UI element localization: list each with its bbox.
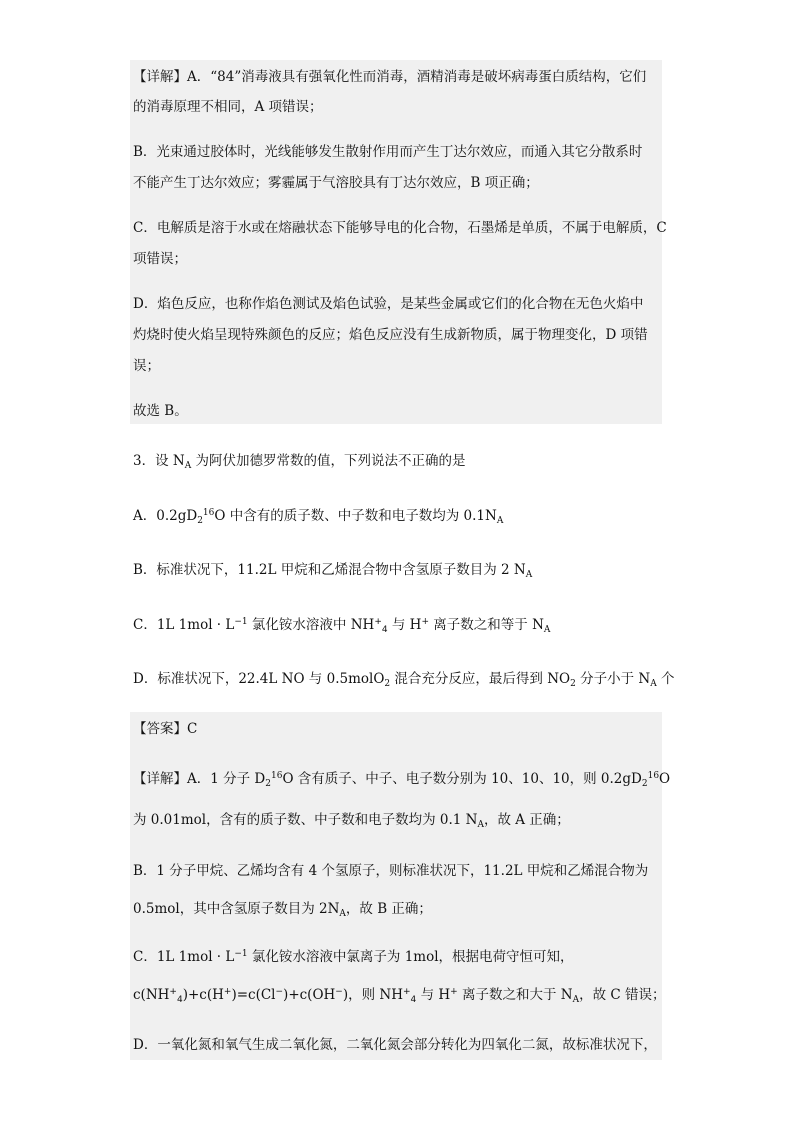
explanation1-line4: 不能产生丁达尔效应；雾霾属于气溶胶具有丁达尔效应，B 项正确； bbox=[133, 175, 539, 191]
question3-stem: 3．设 $N_A$ 为阿伏加德罗常数的值，下列说法不正确的是 bbox=[133, 453, 466, 471]
explanation1-line8: 灼烧时使火焰呈现特殊颜色的反应；焰色反应没有生成新物质，属于物理变化，D 项错 bbox=[133, 327, 648, 343]
question3-option-b: B．标准状况下，11.2L 甲烷和乙烯混合物中含氢原子数目为 2 $N_A$ bbox=[133, 562, 533, 580]
explanation2-line1: 【详解】A．1 分子 $D_2^{16}O$ 含有质子、中子、电子数分别为 10、10、10，则 $0.2gD_2^{16}O$ bbox=[133, 771, 671, 789]
explanation1-line2: 的消毒原理不相同，A 项错误； bbox=[133, 99, 323, 115]
explanation1-line7: D．焰色反应，也称作焰色测试及焰色试验，是某些金属或它们的化合物在无色火焰中 bbox=[133, 296, 644, 312]
explanation2-line5: C．1L $1mol \cdot L^{-1}$ 氯化铵水溶液中氯离子为 1mol，根据电荷守恒可知， bbox=[133, 949, 574, 965]
explanation1-line5: C．电解质是溶于水或在熔融状态下能够导电的化合物，石墨烯是单质，不属于电解质，C bbox=[133, 220, 667, 236]
explanation1-line6: 项错误； bbox=[133, 251, 187, 267]
answer-line: 【答案】C bbox=[133, 721, 198, 737]
explanation2-line3: B．1 分子甲烷、乙烯均含有 4 个氢原子，则标准状况下，11.2L 甲烷和乙烯混合物为 bbox=[133, 863, 649, 879]
explanation1-line3: B．光束通过胶体时，光线能够发生散射作用而产生丁达尔效应，而通入其它分散系时 bbox=[133, 144, 643, 160]
explanation2-line6: $c(NH^+_4)+c(H^+)=c(Cl^-)+c(OH^-)$，则 $NH^+_4$ 与 H+ 离子数之和大于 $N_A$，故 C 错误； bbox=[133, 987, 666, 1005]
answer-explanation-block bbox=[130, 712, 662, 1060]
question3-option-d: D．标准状况下，22.4L NO 与 0.5molO$_2$ 混合充分反应，最后得到 $NO_2$ 分子小于 $N_A$ 个 bbox=[133, 671, 675, 689]
question3-option-a: A．$0.2gD_2^{16}O$ 中含有的质子数、中子数和电子数均为 $0.1N_A$ bbox=[133, 508, 504, 526]
explanation1-line10: 故选 B。 bbox=[133, 403, 188, 419]
explanation2-line4: 0.5mol，其中含氢原子数目为 $2N_A$，故 B 正确； bbox=[133, 901, 432, 919]
question3-option-c: C．1L $1mol \cdot L^{-1}$ 氯化铵水溶液中 $NH^+_4$ 与 H+ 离子数之和等于 $N_A$ bbox=[133, 617, 551, 635]
explanation1-line1: 【详解】A．“84”消毒液具有强氧化性而消毒，酒精消毒是破坏病毒蛋白质结构，它们 bbox=[133, 69, 647, 85]
explanation2-line7: D．一氧化氮和氧气生成二氧化氮，二氧化氮会部分转化为四氧化二氮，故标准状况下， bbox=[133, 1037, 657, 1053]
explanation1-line9: 误； bbox=[133, 358, 160, 374]
explanation2-line2: 为 0.01mol，含有的质子数、中子数和电子数均为 0.1 $N_A$，故 A 正确； bbox=[133, 812, 570, 830]
